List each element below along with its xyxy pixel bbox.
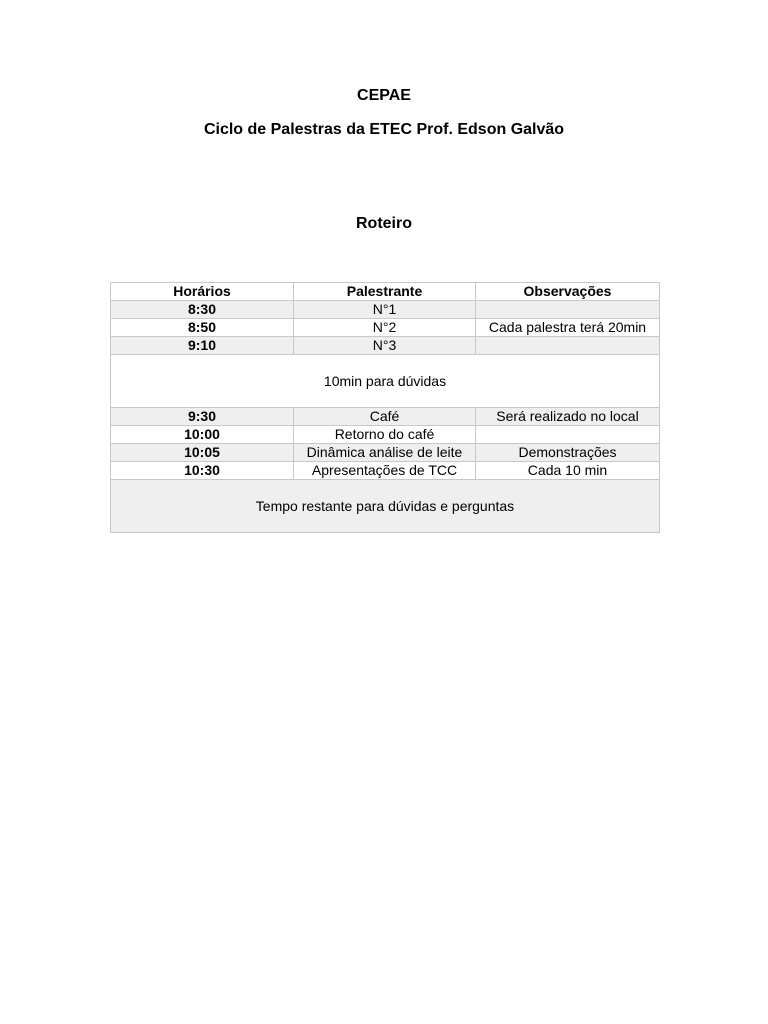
table-row xyxy=(111,301,660,319)
time-cell: 10:00 xyxy=(111,426,294,444)
speaker-cell: N°3 xyxy=(294,337,476,355)
speaker-cell: Apresentações de TCC xyxy=(294,462,476,480)
table-row xyxy=(111,337,660,355)
table-row xyxy=(111,426,660,444)
time-cell: 10:05 xyxy=(111,444,294,462)
table-row xyxy=(111,462,660,480)
table-row xyxy=(111,319,660,337)
speaker-cell: N°2 xyxy=(294,319,476,337)
note-cell: Demonstrações xyxy=(476,444,660,462)
time-cell: 8:50 xyxy=(111,319,294,337)
table-row xyxy=(111,408,660,426)
closing-row xyxy=(111,480,660,533)
time-cell: 9:30 xyxy=(111,408,294,426)
note-cell xyxy=(476,337,660,355)
time-cell: 8:30 xyxy=(111,301,294,319)
note-cell xyxy=(476,426,660,444)
closing-note: Tempo restante para dúvidas e perguntas xyxy=(111,480,660,533)
speaker-cell: Retorno do café xyxy=(294,426,476,444)
organization-title: CEPAE xyxy=(357,87,411,104)
speaker-cell: Café xyxy=(294,408,476,426)
time-cell: 10:30 xyxy=(111,462,294,480)
table-header-row xyxy=(111,283,660,301)
section-title: Roteiro xyxy=(356,215,412,232)
column-header-speaker: Palestrante xyxy=(294,283,476,301)
note-cell: Cada 10 min xyxy=(476,462,660,480)
column-header-notes: Observações xyxy=(476,283,660,301)
speaker-cell: Dinâmica análise de leite xyxy=(294,444,476,462)
note-cell: Cada palestra terá 20min xyxy=(476,319,660,337)
break-row xyxy=(111,355,660,408)
speaker-cell: N°1 xyxy=(294,301,476,319)
schedule-table xyxy=(110,282,660,533)
note-cell xyxy=(476,301,660,319)
note-cell: Será realizado no local xyxy=(476,408,660,426)
event-title: Ciclo de Palestras da ETEC Prof. Edson Galvão xyxy=(203,121,565,138)
table-row xyxy=(111,444,660,462)
break-note: 10min para dúvidas xyxy=(111,355,660,408)
column-header-times: Horários xyxy=(111,283,294,301)
time-cell: 9:10 xyxy=(111,337,294,355)
